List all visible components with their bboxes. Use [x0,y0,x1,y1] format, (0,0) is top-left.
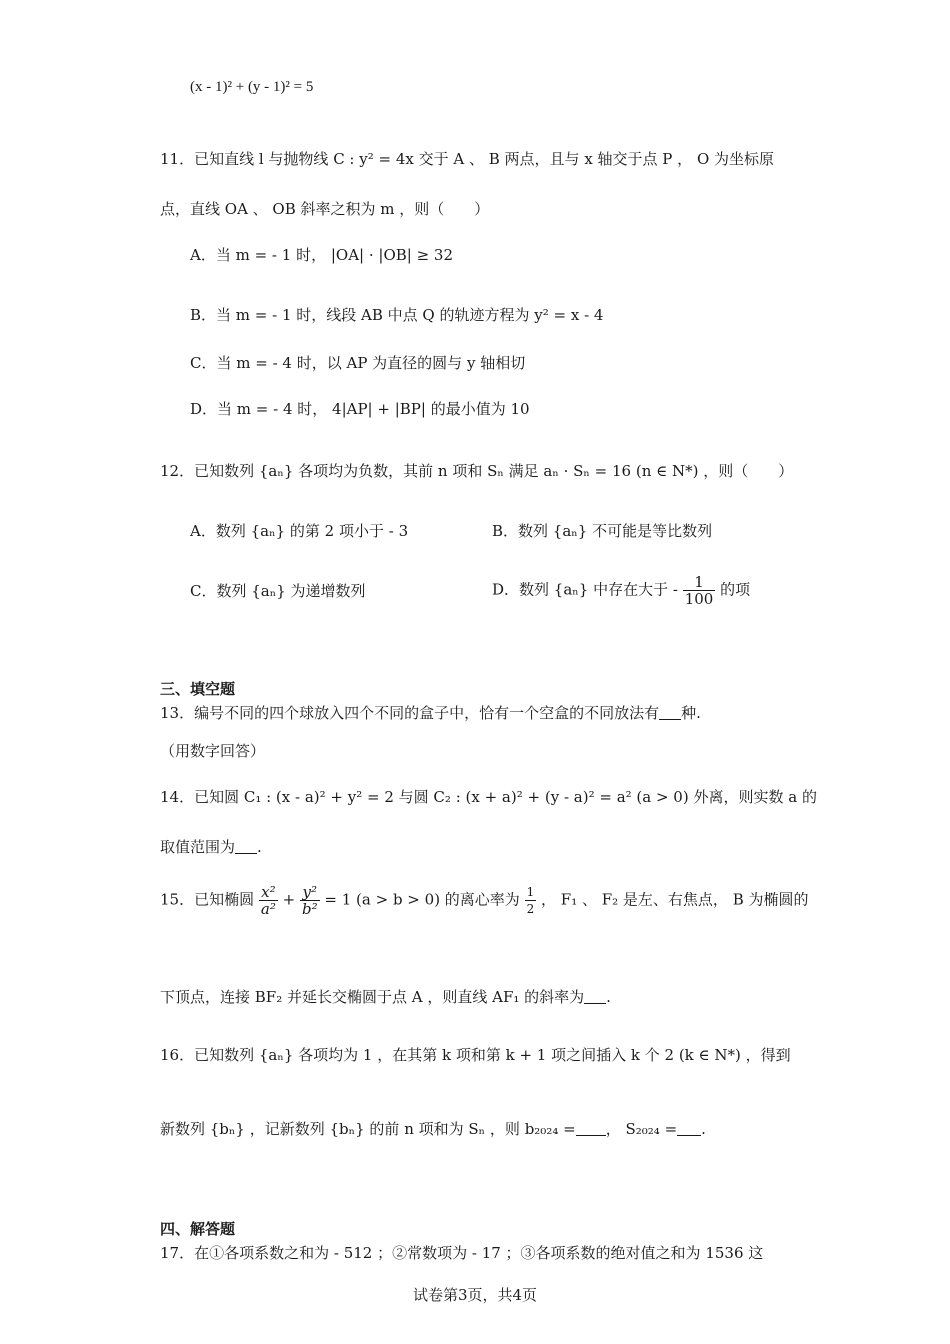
question-15-text: 下顶点，连接 BF₂ 并延长交椭圆于点 A ，则直线 AF₁ 的斜率为 [160,988,585,1006]
question-12-option-d [492,574,750,607]
question-11-option-a: A．当 m = - 1 时， |OA| · |OB| ≥ 32 [190,246,454,264]
section-fill-in-heading: 三、填空题 [160,680,236,698]
ellipse-x-term [259,884,278,917]
question-16-line1: 16．已知数列 {aₙ} 各项均为 1 ，在其第 k 项和第 k + 1 项之间插入 k 个 2 (k ∈ N*) ，得到 [160,1046,791,1064]
ellipse-y-term [300,884,320,917]
answer-blank [659,703,681,720]
fraction-denominator: a² [260,900,276,918]
page-footer: 试卷第3页，共4页 [412,1286,538,1304]
fraction-denominator: 2 [526,902,535,916]
answer-blank [235,837,257,854]
question-13-line2: （用数字回答） [160,742,266,760]
fraction-denominator: b² [301,900,318,918]
question-13-line1 [160,702,701,724]
fraction-numerator: x² [259,884,278,901]
question-11-stem-line1: 11．已知直线 l 与抛物线 C : y² = 4x 交于 A 、 B 两点，且与 x 轴交于点 P ， O 为坐标原 [160,150,775,168]
fraction-numerator: y² [300,884,320,901]
question-15-prefix: 15．已知椭圆 [160,890,255,909]
fraction-numerator: 1 [526,885,535,899]
fraction-numerator: 1 [683,574,716,591]
question-11-stem-line2: 点，直线 OA 、 OB 斜率之积为 m ，则（ ） [160,200,490,218]
plus-sign: + [282,890,296,909]
question-12-option-c: C．数列 {aₙ} 为递增数列 [190,582,366,600]
section-solution-heading: 四、解答题 [160,1220,236,1238]
question-12-option-d-suffix: 的项 [720,580,751,599]
question-12-option-a: A．数列 {aₙ} 的第 2 项小于 - 3 [190,522,409,540]
previous-answer-formula: (x - 1)² + (y - 1)² = 5 [190,79,314,95]
fraction-one-hundredth [683,574,716,607]
eccentricity-fraction [525,884,537,917]
answer-blank [677,1119,701,1136]
question-17-stem: 17．在①各项系数之和为 - 512 ；②常数项为 - 17 ；③各项系数的绝对值之和为 1536 这 [160,1244,764,1262]
question-16-text-b: ， S₂₀₂₄ = [605,1120,678,1138]
question-13-end: 种. [681,704,701,722]
question-14-text: 取值范围为 [160,838,236,856]
question-16-line2 [160,1118,706,1140]
answer-blank [576,1119,606,1136]
question-12-option-b: B．数列 {aₙ} 不可能是等比数列 [492,522,713,540]
question-15-suffix: ， F₁ 、 F₂ 是左、右焦点， B 为椭圆的 [541,890,809,909]
question-16-text-a: 新数列 {bₙ} ，记新数列 {bₙ} 的前 n 项和为 Sₙ ，则 b₂₀₂₄ = [160,1120,576,1138]
fraction-denominator: 100 [684,590,714,608]
question-11-option-b: B．当 m = - 1 时，线段 AB 中点 Q 的轨迹方程为 y² = x - 4 [190,306,604,324]
question-15-line2 [160,986,611,1008]
question-12-option-d-prefix: D．数列 {aₙ} 中存在大于 - [492,580,678,599]
question-15-end: . [606,988,611,1006]
question-13-text: 13．编号不同的四个球放入四个不同的盒子中，恰有一个空盒的不同放法有 [160,704,660,722]
question-14-line2 [160,836,262,858]
question-12-stem: 12．已知数列 {aₙ} 各项均为负数，其前 n 项和 Sₙ 满足 aₙ · Sₙ = 16 (n ∈ N*) ，则（ ） [160,462,794,480]
question-14-end: . [257,838,262,856]
answer-blank [584,987,606,1004]
question-15-line1 [160,884,809,917]
question-15-mid: = 1 (a > b > 0) 的离心率为 [324,890,520,909]
question-11-option-c: C．当 m = - 4 时，以 AP 为直径的圆与 y 轴相切 [190,354,526,372]
question-16-end: . [701,1120,706,1138]
question-14-line1: 14．已知圆 C₁ : (x - a)² + y² = 2 与圆 C₂ : (x + a)² + (y - a)² = a² (a > 0) 外离，则实数 a 的 [160,788,817,806]
question-11-option-d: D．当 m = - 4 时， 4|AP| + |BP| 的最小值为 10 [190,400,530,418]
